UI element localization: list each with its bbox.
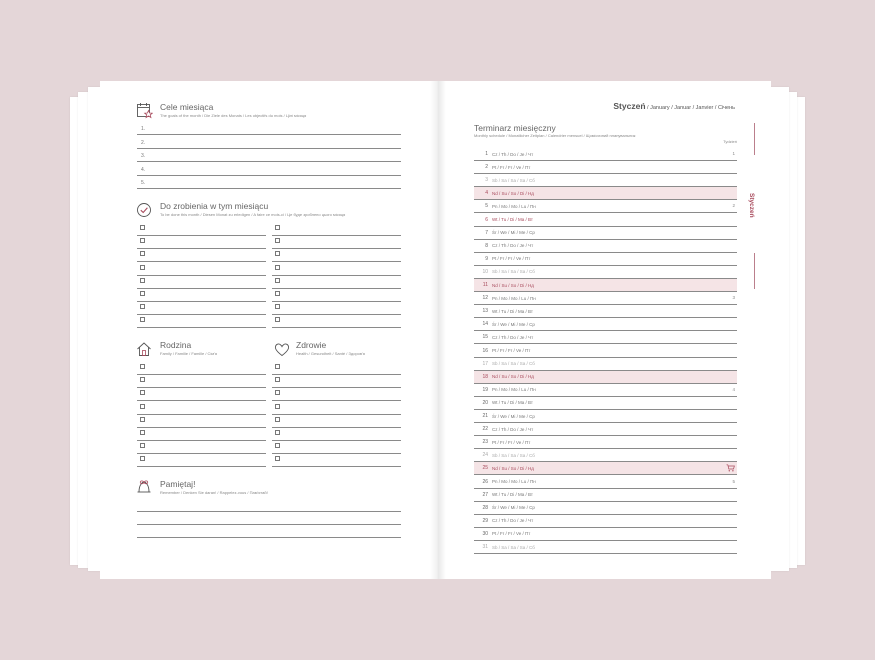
calendar-day-row[interactable] <box>474 200 737 213</box>
todo-checkbox-row[interactable] <box>272 262 401 276</box>
day-name: Sb / Sa / Sa / Sa / Сб <box>492 544 535 550</box>
day-number: 22 <box>482 426 488 433</box>
health-checkbox-row[interactable] <box>272 361 401 375</box>
checkbox[interactable] <box>140 238 145 243</box>
goals-calendar-icon <box>136 102 153 119</box>
calendar-day-row[interactable] <box>474 266 737 279</box>
day-name: Pt / Fr / Fr / Ve / Пт <box>492 256 531 262</box>
day-number: 27 <box>482 491 488 498</box>
calendar-day-row[interactable] <box>474 515 737 528</box>
checkbox[interactable] <box>275 278 280 283</box>
calendar-day-row[interactable] <box>474 449 737 462</box>
checkbox[interactable] <box>275 430 280 435</box>
week-number: 5 <box>732 478 735 484</box>
goal-line[interactable] <box>137 175 401 189</box>
day-name: Sb / Sa / Sa / Sa / Сб <box>492 361 535 367</box>
todo-checkbox-row[interactable] <box>272 222 401 236</box>
checkbox[interactable] <box>140 417 145 422</box>
checkbox[interactable] <box>275 251 280 256</box>
day-name: Pn / Mo / Mo / Lu / Пн <box>492 479 536 484</box>
checkbox[interactable] <box>140 265 145 270</box>
day-name: Pn / Mo / Mo / Lu / Пн <box>492 295 536 301</box>
checkbox[interactable] <box>275 443 280 448</box>
checkbox[interactable] <box>275 390 280 395</box>
goal-line[interactable] <box>137 148 401 162</box>
calendar-day-row[interactable] <box>474 476 737 489</box>
month-header <box>613 101 735 111</box>
checkbox[interactable] <box>275 364 280 369</box>
day-name: Nd / Su / So / Di / Нд <box>492 190 534 196</box>
month-tab-line <box>754 253 755 289</box>
goal-line[interactable] <box>137 121 401 135</box>
day-number: 18 <box>482 373 488 380</box>
health-checkbox-row[interactable] <box>272 414 401 428</box>
health-checkbox-row[interactable] <box>272 440 401 454</box>
day-number: 5 <box>485 203 488 210</box>
checkbox[interactable] <box>275 404 280 409</box>
checkbox[interactable] <box>140 456 145 461</box>
calendar-day-row[interactable] <box>474 305 737 318</box>
calendar-day-row[interactable] <box>474 489 737 502</box>
todo-checkbox-row[interactable] <box>272 248 401 262</box>
day-number: 10 <box>482 268 488 275</box>
goals-subtitle: The goals of the month / Die Ziele des Monats / Les objectifs du mois / Цілі місяця <box>160 113 307 118</box>
checkbox[interactable] <box>140 377 145 382</box>
checkbox[interactable] <box>275 238 280 243</box>
day-number: 13 <box>482 308 488 315</box>
calendar-day-row[interactable] <box>474 502 737 515</box>
house-icon <box>136 341 152 357</box>
checkbox[interactable] <box>140 291 145 296</box>
family-checkbox-row[interactable] <box>137 361 266 375</box>
health-checkbox-row[interactable] <box>272 387 401 401</box>
calendar-day-row[interactable] <box>474 253 737 266</box>
todo-checkbox-row[interactable] <box>137 275 266 289</box>
day-name: Sb / Sa / Sa / Sa / Сб <box>492 269 535 275</box>
calendar-day-row[interactable] <box>474 397 737 410</box>
checkbox[interactable] <box>140 390 145 395</box>
day-name: Wt / Tu / Di / Ma / Вт <box>492 492 533 498</box>
todo-checkbox-row[interactable] <box>137 248 266 262</box>
remember-subtitle: Remember / Denken Sie daran! / Rappelez-vous / Пам'ятай! <box>160 490 268 495</box>
remember-line[interactable] <box>137 511 401 512</box>
calendar-day-row[interactable] <box>474 214 737 227</box>
remember-line[interactable] <box>137 537 401 538</box>
week-number: 2 <box>732 203 735 209</box>
day-number: 21 <box>482 413 488 419</box>
todo-checkbox-row[interactable] <box>272 301 401 315</box>
family-checkbox-row[interactable] <box>137 453 266 467</box>
day-number: 29 <box>482 517 488 524</box>
goal-number: 1. <box>141 126 146 132</box>
month-name: Styczeń <box>613 101 646 111</box>
day-name: Śr / We / Mi / Me / Ср <box>492 321 535 327</box>
day-number: 6 <box>485 216 488 223</box>
family-checkbox-row[interactable] <box>137 374 266 388</box>
day-number: 23 <box>482 439 488 446</box>
week-number: 3 <box>732 295 735 301</box>
day-name: Nd / Su / So / Di / Нд <box>492 465 534 471</box>
day-number: 16 <box>482 347 488 354</box>
checkbox[interactable] <box>140 225 145 230</box>
todo-checkbox-row[interactable] <box>137 314 266 328</box>
family-checkbox-row[interactable] <box>137 427 266 441</box>
todo-checkbox-row[interactable] <box>272 275 401 289</box>
family-checkbox-row[interactable] <box>137 414 266 428</box>
day-number: 25 <box>482 465 488 472</box>
left-page <box>100 81 437 579</box>
day-number: 2 <box>485 164 488 171</box>
checkbox[interactable] <box>275 304 280 309</box>
day-name: Śr / We / Mi / Me / Ср <box>492 413 535 419</box>
goal-line[interactable] <box>137 162 401 176</box>
todo-checkbox-row[interactable] <box>137 222 266 236</box>
day-name: Pt / Fr / Fr / Ve / Пт <box>492 439 531 445</box>
checkbox[interactable] <box>140 251 145 256</box>
calendar-day-row[interactable] <box>474 541 737 554</box>
week-number: 1 <box>732 151 735 156</box>
health-checkbox-row[interactable] <box>272 374 401 388</box>
health-subtitle: Health / Gesundheit / Santé / Здоров'я <box>296 351 365 356</box>
calendar-subtitle: Monthly schedule / Monatlicher Zeitplan / Calendrier mensuel / Щомісячний планувальник <box>474 133 636 138</box>
calendar-day-row[interactable] <box>474 371 737 384</box>
day-number: 3 <box>485 177 488 184</box>
calendar-day-row[interactable] <box>474 279 737 292</box>
day-number: 31 <box>482 544 488 550</box>
calendar-day-row[interactable] <box>474 161 737 174</box>
day-number: 26 <box>482 478 488 485</box>
day-number: 11 <box>482 282 488 288</box>
heart-icon <box>274 342 290 357</box>
day-number: 30 <box>482 530 488 537</box>
family-title: Rodzina <box>160 340 192 350</box>
todo-subtitle: To be done this month / Diesen Monat zu erledigen / A faire ce mois-ci / Це буде зроблено цього місяця <box>160 212 346 217</box>
todo-checkbox-row[interactable] <box>272 314 401 328</box>
day-name: Cz / Th / Do / Je / Чт <box>492 426 534 432</box>
remember-title: Pamiętaj! <box>160 479 196 489</box>
day-name: Pn / Mo / Mo / Lu / Пн <box>492 203 536 209</box>
right-page <box>437 81 771 579</box>
todo-checkbox-row[interactable] <box>137 288 266 302</box>
day-name: Wt / Tu / Di / Ma / Вт <box>492 217 533 222</box>
checkbox[interactable] <box>140 404 145 409</box>
checkbox[interactable] <box>140 364 145 369</box>
family-subtitle: Family / Familie / Famille / Сім'я <box>160 351 218 356</box>
health-checkbox-row[interactable] <box>272 401 401 415</box>
checkbox[interactable] <box>140 304 145 309</box>
day-name: Nd / Su / So / Di / Нд <box>492 282 534 288</box>
month-tab-label[interactable]: Styczeń <box>748 193 755 218</box>
day-number: 17 <box>482 360 488 367</box>
week-column-label: Tydzień <box>723 139 737 144</box>
family-checkbox-row[interactable] <box>137 387 266 401</box>
day-name: Cz / Th / Do / Je / Чт <box>492 334 534 340</box>
goal-number: 2. <box>141 139 146 146</box>
calendar-day-row[interactable] <box>474 423 737 436</box>
calendar-day-row[interactable] <box>474 462 737 475</box>
checkmark-circle-icon <box>136 202 152 218</box>
day-number: 9 <box>485 255 488 262</box>
day-number: 7 <box>485 229 488 236</box>
calendar-day-row[interactable] <box>474 148 737 161</box>
todo-checkbox-row[interactable] <box>137 235 266 249</box>
week-number: 4 <box>732 386 735 392</box>
day-name: Śr / We / Mi / Me / Ср <box>492 505 535 511</box>
day-number: 14 <box>482 321 488 328</box>
remember-line[interactable] <box>137 524 401 525</box>
goal-line[interactable] <box>137 135 401 149</box>
day-name: Sb / Sa / Sa / Sa / Сб <box>492 452 535 458</box>
health-checkbox-row[interactable] <box>272 453 401 467</box>
checkbox[interactable] <box>275 291 280 296</box>
day-name: Cz / Th / Do / Je / Чт <box>492 151 534 157</box>
remember-ribbon-icon <box>136 479 152 496</box>
goal-number: 4. <box>141 166 146 173</box>
day-number: 1 <box>485 151 488 157</box>
calendar-day-row[interactable] <box>474 410 737 423</box>
day-name: Pt / Fr / Fr / Ve / Пт <box>492 531 531 537</box>
goals-title: Cele miesiąca <box>160 102 214 112</box>
checkbox[interactable] <box>140 317 145 322</box>
day-number: 28 <box>482 504 488 511</box>
day-name: Wt / Tu / Di / Ma / Вт <box>492 308 533 314</box>
book-spine <box>430 81 446 579</box>
day-name: Śr / We / Mi / Me / Ср <box>492 230 535 236</box>
checkbox[interactable] <box>275 377 280 382</box>
day-number: 8 <box>485 242 488 249</box>
month-translations: / January / Januar / Janvier / Січень <box>647 105 735 111</box>
day-number: 15 <box>482 334 488 341</box>
checkbox[interactable] <box>275 456 280 461</box>
calendar-day-row[interactable] <box>474 227 737 240</box>
calendar-day-row[interactable] <box>474 345 737 358</box>
todo-checkbox-row[interactable] <box>137 301 266 315</box>
todo-checkbox-row[interactable] <box>272 288 401 302</box>
checkbox[interactable] <box>275 417 280 422</box>
day-number: 20 <box>482 399 488 406</box>
calendar-day-row[interactable] <box>474 436 737 449</box>
day-name: Cz / Th / Do / Je / Чт <box>492 243 534 249</box>
goal-number: 3. <box>141 153 146 159</box>
calendar-day-row[interactable] <box>474 187 737 200</box>
calendar-title: Terminarz miesięczny <box>474 123 556 133</box>
todo-checkbox-row[interactable] <box>272 235 401 249</box>
calendar-day-row[interactable] <box>474 331 737 344</box>
day-name: Sb / Sa / Sa / Sa / Сб <box>492 177 535 183</box>
checkbox[interactable] <box>275 265 280 270</box>
day-name: Nd / Su / So / Di / Нд <box>492 374 534 380</box>
calendar-day-row[interactable] <box>474 528 737 541</box>
todo-title: Do zrobienia w tym miesiącu <box>160 201 269 211</box>
calendar-day-row[interactable] <box>474 384 737 397</box>
day-name: Wt / Tu / Di / Ma / Вт <box>492 400 533 406</box>
calendar-day-row[interactable] <box>474 240 737 253</box>
checkbox[interactable] <box>140 430 145 435</box>
health-checkbox-row[interactable] <box>272 427 401 441</box>
shopping-cart-icon <box>726 464 735 472</box>
calendar-day-row[interactable] <box>474 358 737 371</box>
month-tab-line <box>754 123 755 155</box>
day-name: Pt / Fr / Fr / Ve / Пт <box>492 164 531 170</box>
goal-number: 5. <box>141 180 146 186</box>
calendar-day-row[interactable] <box>474 318 737 331</box>
day-name: Pt / Fr / Fr / Ve / Пт <box>492 348 531 353</box>
checkbox[interactable] <box>275 317 280 322</box>
day-number: 4 <box>485 190 488 197</box>
todo-checkbox-row[interactable] <box>137 262 266 276</box>
day-name: Pn / Mo / Mo / Lu / Пн <box>492 387 536 393</box>
family-checkbox-row[interactable] <box>137 401 266 415</box>
day-number: 12 <box>482 295 488 302</box>
calendar-day-row[interactable] <box>474 292 737 305</box>
checkbox[interactable] <box>140 278 145 283</box>
day-number: 24 <box>482 452 488 459</box>
calendar-day-row[interactable] <box>474 174 737 187</box>
family-checkbox-row[interactable] <box>137 440 266 454</box>
checkbox[interactable] <box>140 443 145 448</box>
health-title: Zdrowie <box>296 340 327 350</box>
checkbox[interactable] <box>275 225 280 230</box>
day-number: 19 <box>482 386 488 393</box>
day-name: Cz / Th / Do / Je / Чт <box>492 518 534 524</box>
